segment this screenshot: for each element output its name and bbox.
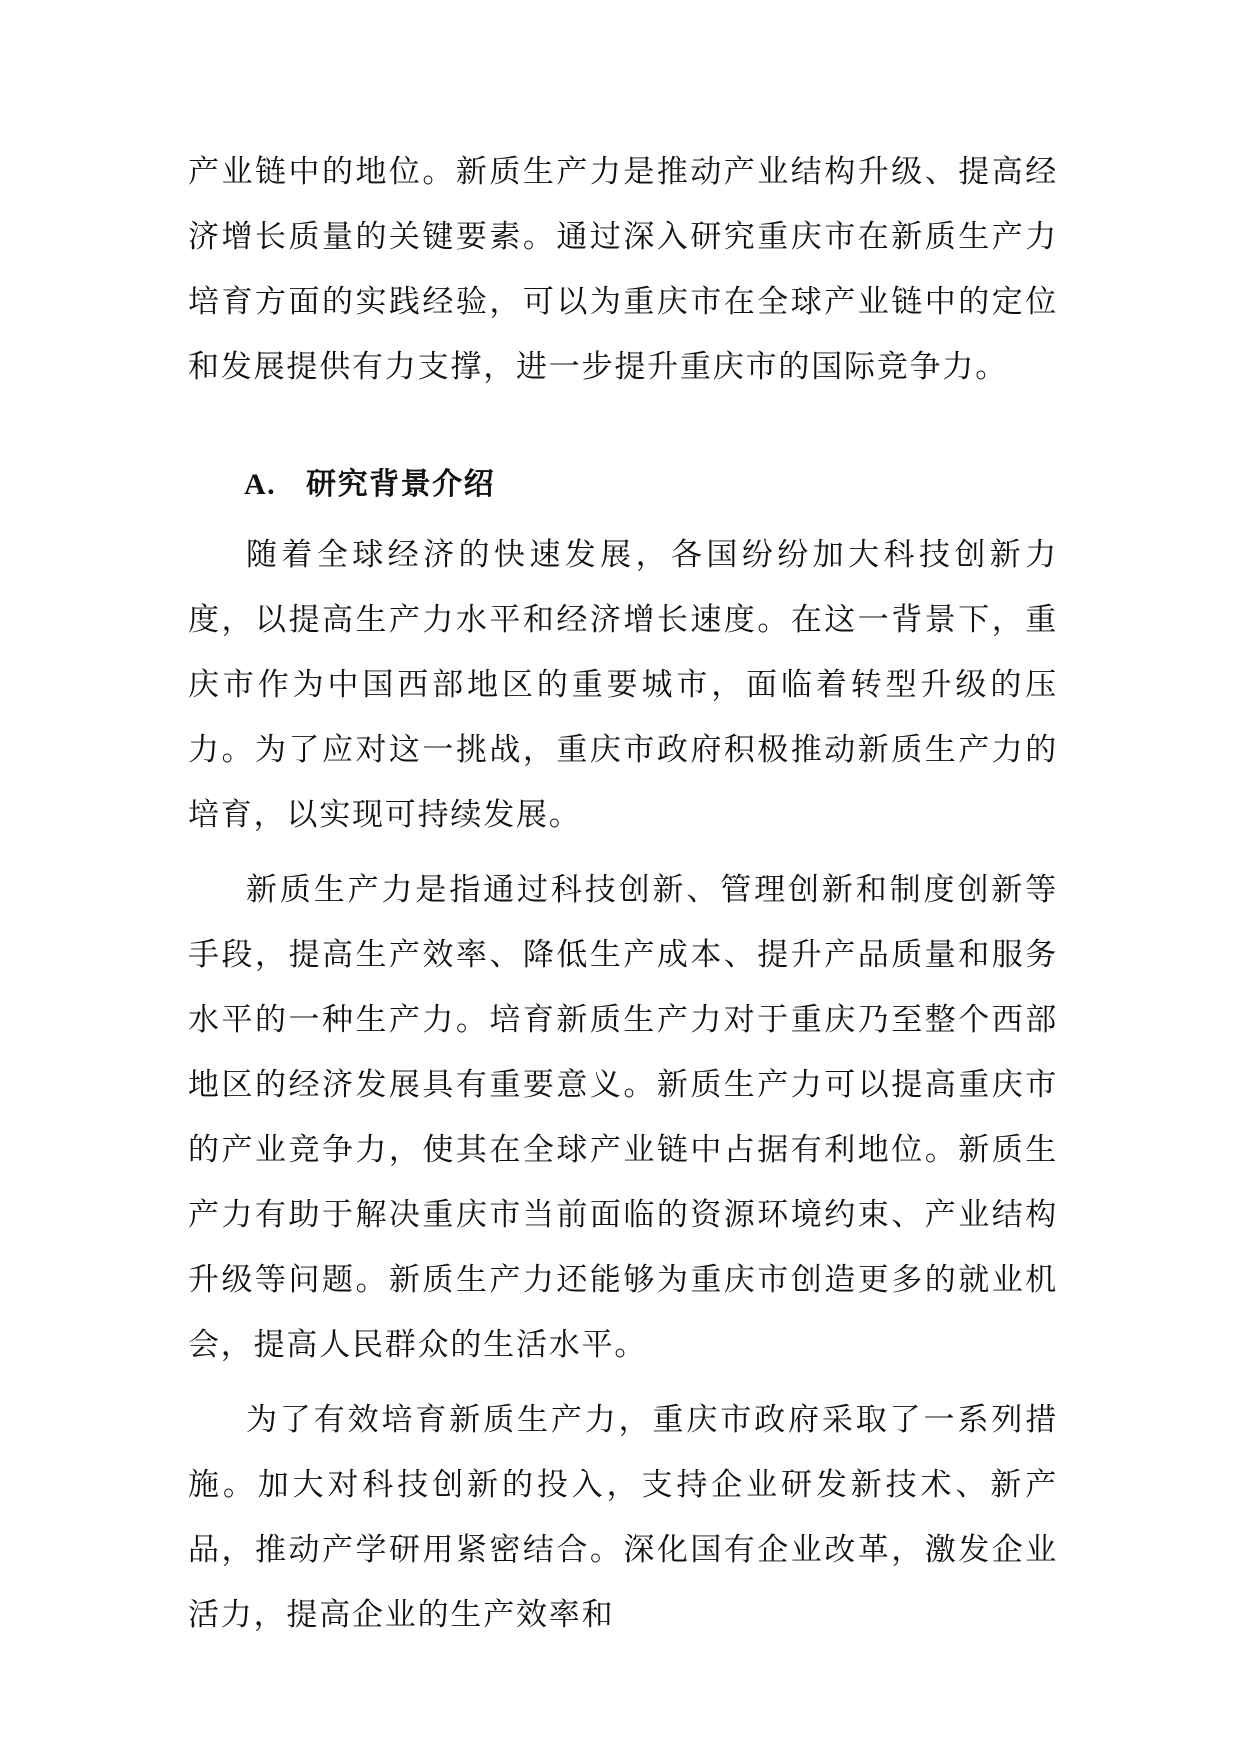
document-page: [188, 140, 1058, 1648]
paragraph-background: 随着全球经济的快速发展，各国纷纷加大科技创新力度，以提高生产力水平和经济增长速度。在这一背景下，重庆市作为中国西部地区的重要城市，面临着转型升级的压力。为了应对这一挑战，重庆市政府积极推动新质生产力的培育，以实现可持续发展。: [188, 537, 1058, 833]
section-number: A.: [244, 468, 277, 501]
paragraph-measures: 为了有效培育新质生产力，重庆市政府采取了一系列措施。加大对科技创新的投入，支持企业研发新技术、新产品，推动产学研用紧密结合。深化国有企业改革，激发企业活力，提高企业的生产效率和: [188, 1402, 1058, 1633]
paragraph-definition: 新质生产力是指通过科技创新、管理创新和制度创新等手段，提高生产效率、降低生产成本、提升产品质量和服务水平的一种生产力。培育新质生产力对于重庆乃至整个西部地区的经济发展具有重要意义。新质生产力可以提高重庆市的产业竞争力，使其在全球产业链中占据有利地位。新质生产力有助于解决重庆市当前面临的资源环境约束、产业结构升级等问题。新质生产力还能够为重庆市创造更多的就业机会，提高人民群众的生活水平。: [188, 872, 1058, 1363]
section-title: 研究背景介绍: [306, 467, 496, 502]
section-heading: [188, 452, 1058, 517]
continuation-paragraph: 产业链中的地位。新质生产力是推动产业结构升级、提高经济增长质量的关键要素。通过深入研究重庆市在新质生产力培育方面的实践经验，可以为重庆市在全球产业链中的定位和发展提供有力支撑，进一步提升重庆市的国际竞争力。: [188, 154, 1058, 385]
